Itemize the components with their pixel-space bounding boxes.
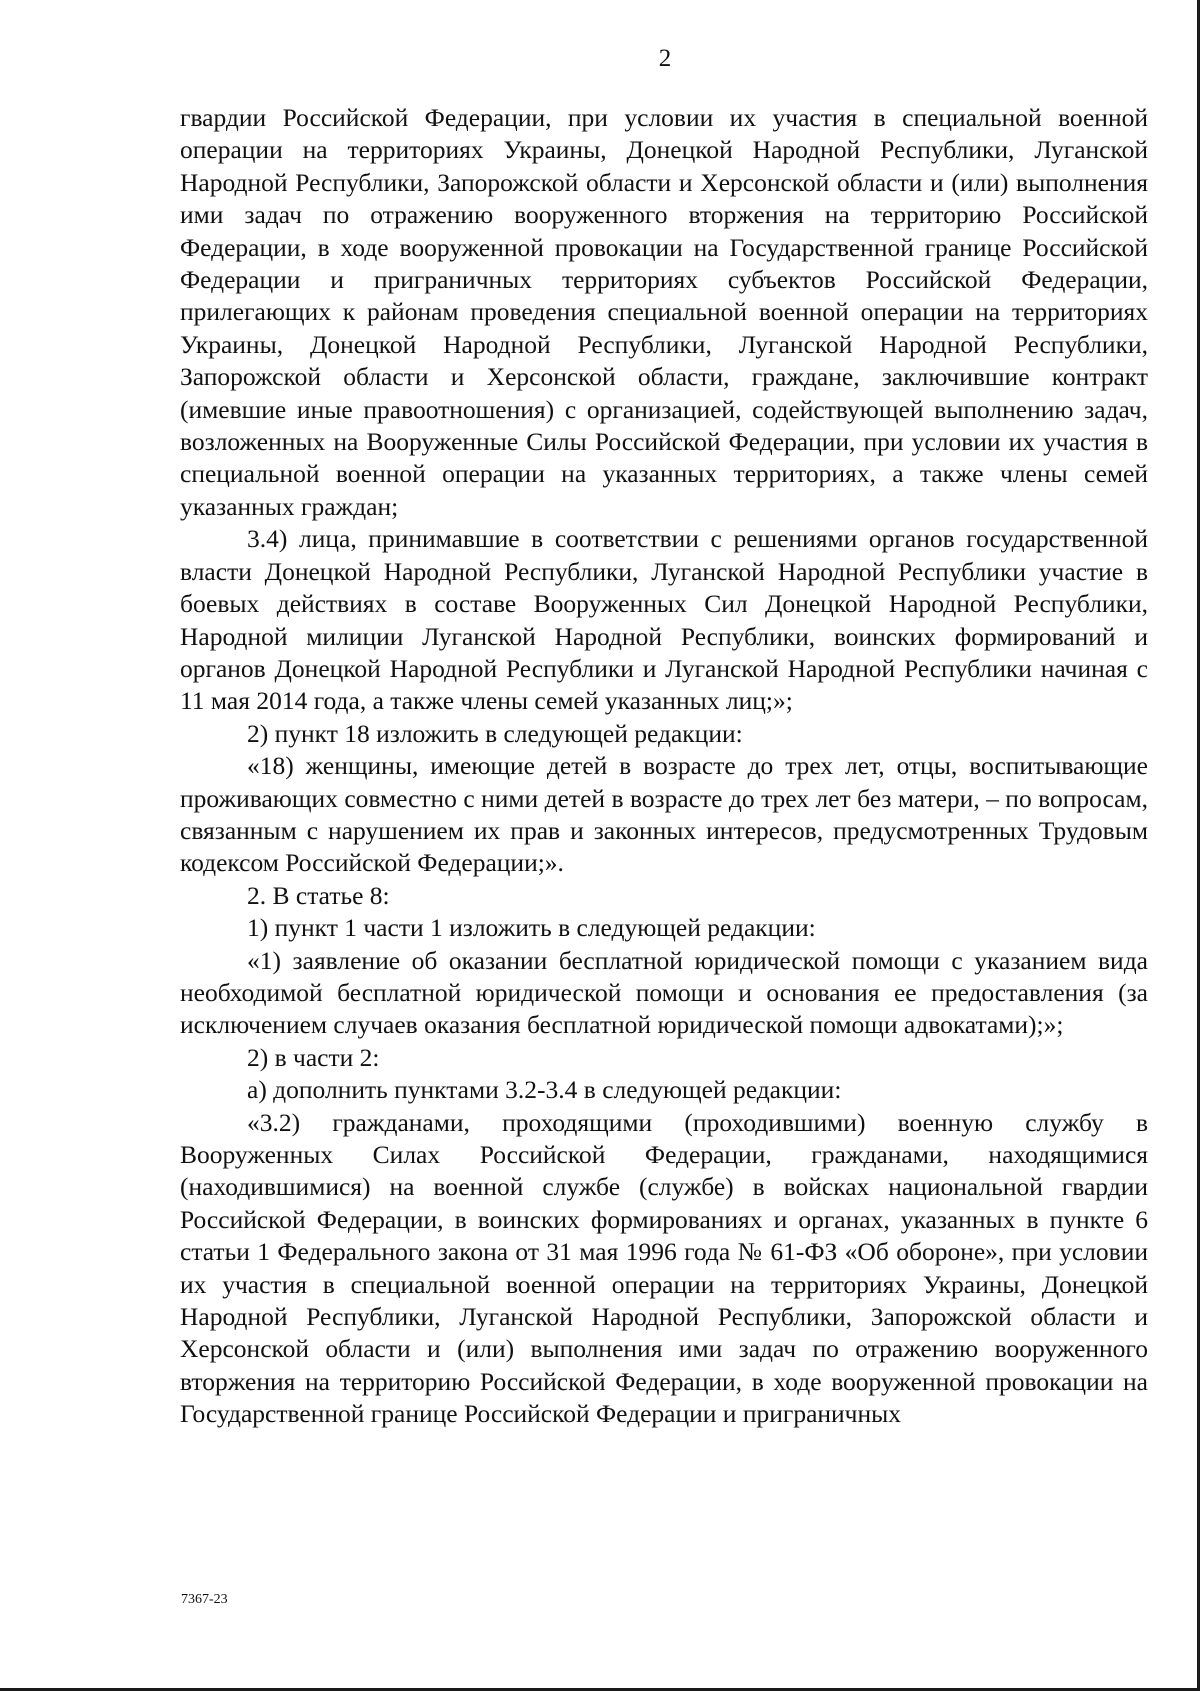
page-number: 2: [658, 45, 672, 72]
paragraph-quoted-item-3-2: «3.2) гражданами, проходящими (проходившими) военную службу в Вооруженных Силах Российской Федерации, гражданами, находящимися (находившимися) на военной службе (службе) в войсках национальной гвардии Российской Федерации, в воинских формированиях и органах, указанных в пункте 6 статьи 1 Федерального закона от 31 мая 1996 года № 61-ФЗ «Об обороне», при условии их участия в специальной военной операции на территориях Украины, Донецкой Народной Республики, Луганской Народной Республики, Запорожской области и Херсонской области и (или) выполнения ими задач по отражению вооруженного вторжения на территорию Российской Федерации, в ходе вооруженной провокации на Государственной границе Российской Федерации и приграничных: [180, 1107, 1148, 1429]
document-body: [180, 102, 1148, 1431]
paragraph-article-8: 2. В статье 8:: [247, 880, 390, 910]
paragraph-item-3-4: 3.4) лица, принимавшие в соответствии с решениями органов государственной власти Донецкой Народной Республики, Луганской Народной Республики участие в боевых действиях в составе Вооруженных Сил Донецкой Народной Республики, Народной милиции Луганской Народной Республики, воинских формирований и органов Донецкой Народной Республики и Луганской Народной Республики начиная с 11 мая 2014 года, а также члены семей указанных лиц;»;: [180, 524, 1148, 716]
paragraph-item-18: «18) женщины, имеющие детей в возрасте до трех лет, отцы, воспитывающие проживающих совместно с ними детей в возрасте до трех лет без матери, – по вопросам, связанным с нарушением их прав и законных интересов, предусмотренных Трудовым кодексом Российской Федерации;».: [180, 751, 1148, 878]
paragraph-part-2: 2) в части 2:: [247, 1042, 380, 1072]
paragraph-quoted-item-1: «1) заявление об оказании бесплатной юридической помощи с указанием вида необходимой бесплатной юридической помощи и основания ее предоставления (за исключением случаев оказания бесплатной юридической помощи адвокатами);»;: [180, 945, 1148, 1040]
paragraph-item-1: 1) пункт 1 части 1 изложить в следующей редакции:: [247, 913, 816, 943]
paragraph-subitem-a: а) дополнить пунктами 3.2-3.4 в следующей редакции:: [247, 1075, 842, 1105]
paragraph-continuation: гвардии Российской Федерации, при условии их участия в специальной военной операции на территориях Украины, Донецкой Народной Республики, Луганской Народной Республики, Запорожской области и Херсонской области и (или) выполнения ими задач по отражению вооруженного вторжения на территорию Российской Федерации, в ходе вооруженной провокации на Государственной границе Российской Федерации и приграничных территориях субъектов Российской Федерации, прилегающих к районам проведения специальной военной операции на территориях Украины, Донецкой Народной Республики, Луганской Народной Республики, Запорожской области и Херсонской области, граждане, заключившие контракт (имевшие иные правоотношения) с организацией, содействующей выполнению задач, возложенных на Вооруженные Силы Российской Федерации, при условии их участия в специальной военной операции на указанных территориях, а также члены семей указанных граждан;: [180, 103, 1148, 521]
paragraph-item-2: 2) пункт 18 изложить в следующей редакции:: [247, 718, 743, 748]
document-code: 7367-23: [181, 1592, 228, 1607]
